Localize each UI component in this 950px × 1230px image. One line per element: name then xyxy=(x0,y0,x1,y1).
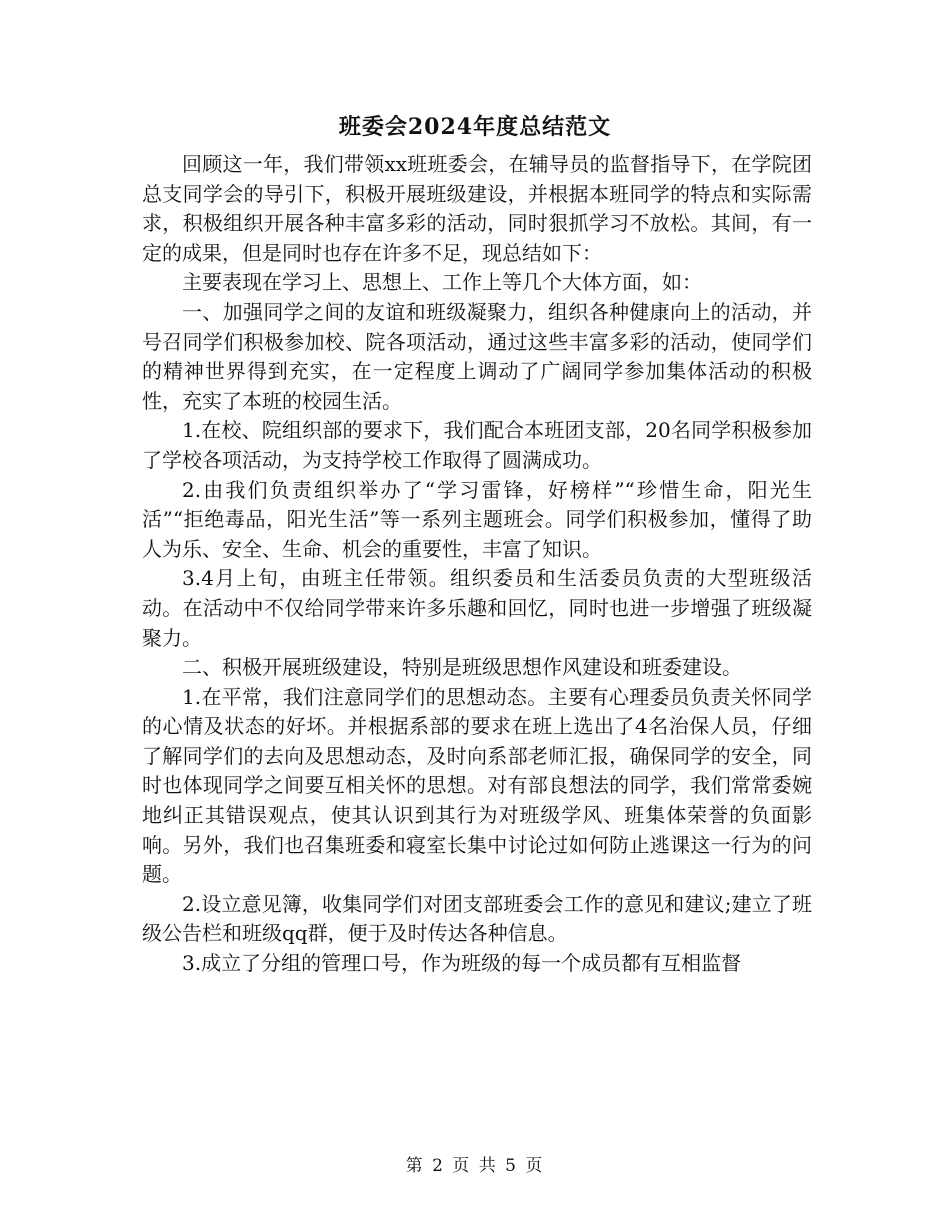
document-body xyxy=(142,150,812,979)
paragraph: 2.设立意见簿，收集同学们对团支部班委会工作的意见和建议;建立了班级公告栏和班级qq群，便于及时传达各种信息。 xyxy=(142,891,812,946)
paragraph: 2.由我们负责组织举办了“学习雷锋，好榜样”“珍惜生命，阳光生活”“拒绝毒品，阳光生活”等一系列主题班会。同学们积极参加，懂得了助人为乐、安全、生命、机会的重要性，丰富了知识。 xyxy=(142,477,812,561)
page-number-footer: 第 2 页 共 5 页 xyxy=(405,1156,545,1176)
paragraph: 1.在校、院组织部的要求下，我们配合本班团支部，20名同学积极参加了学校各项活动，为支持学校工作取得了圆满成功。 xyxy=(142,418,812,472)
paragraph: 3.成立了分组的管理口号，作为班级的每一个成员都有互相监督 xyxy=(182,951,742,976)
paragraph: 二、积极开展班级建设，特别是班级思想作风建设和班委建设。 xyxy=(182,655,742,680)
paragraph: 主要表现在学习上、思想上、工作上等几个大体方面，如： xyxy=(182,270,702,295)
paragraph: 回顾这一年，我们带领xx班班委会，在辅导员的监督指导下，在学院团总支同学会的导引下，积极开展班级建设，并根据本班同学的特点和实际需求，积极组织开展各种丰富多彩的活动，同时狠抓学习不放松。其间，有一定的成果，但是同时也存在许多不足，现总结如下： xyxy=(142,152,812,265)
document-title: 班委会2024年度总结范文 xyxy=(338,114,612,140)
paragraph: 3.4月上旬，由班主任带领。组织委员和生活委员负责的大型班级活动。在活动中不仅给同学带来许多乐趣和回忆，同时也进一步增强了班级凝聚力。 xyxy=(142,566,812,650)
paragraph: 1.在平常，我们注意同学们的思想动态。主要有心理委员负责关怀同学的心情及状态的好坏。并根据系部的要求在班上选出了4名治保人员，仔细了解同学们的去向及思想动态，及时向系部老师汇报，确保同学的安全，同时也体现同学之间要互相关怀的思想。对有部良想法的同学，我们常常委婉地纠正其错误观点，使其认识到其行为对班级学风、班集体荣誉的负面影响。另外，我们也召集班委和寝室长集中讨论过如何防止逃课这一行为的问题。 xyxy=(142,684,812,887)
paragraph: 一、加强同学之间的友谊和班级凝聚力，组织各种健康向上的活动，并号召同学们积极参加校、院各项活动，通过这些丰富多彩的活动，使同学们的精神世界得到充实，在一定程度上调动了广阔同学参加集体活动的积极性，充实了本班的校园生活。 xyxy=(142,299,812,413)
